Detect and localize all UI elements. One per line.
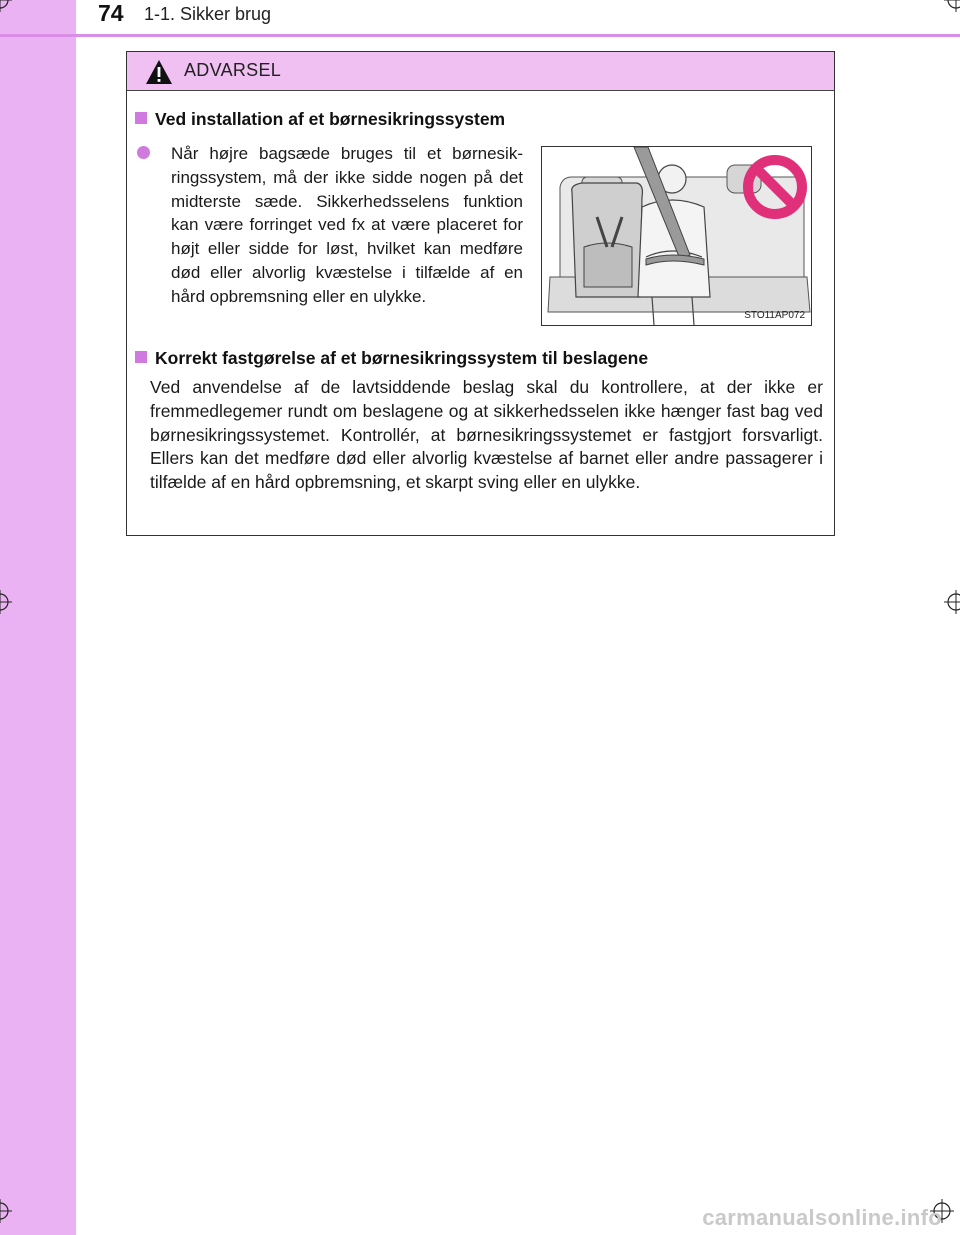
registration-mark-icon bbox=[0, 0, 12, 12]
registration-mark-icon bbox=[0, 1199, 12, 1223]
illustration-code: STO11AP072 bbox=[744, 310, 805, 321]
header-rule bbox=[0, 34, 960, 37]
registration-mark-icon bbox=[0, 590, 12, 614]
side-margin-strip bbox=[0, 0, 76, 1235]
registration-mark-icon bbox=[944, 590, 960, 614]
section-title: 1-1. Sikker brug bbox=[144, 4, 272, 24]
heading-text: Korrekt fastgørelse af et børnesikringssystem til beslagene bbox=[155, 348, 649, 368]
warning-box bbox=[126, 51, 835, 536]
heading-square-icon bbox=[135, 351, 147, 363]
heading-text: Ved installation af et børnesikringssystem bbox=[155, 109, 506, 129]
warning-header bbox=[127, 52, 834, 91]
page-number: 74 bbox=[98, 0, 124, 26]
bullet-dot-icon bbox=[137, 146, 150, 159]
bullet-text: Når højre bagsæde bruges til et børnesik-ringssystem, må der ikke sidde nogen på det midterste sæde. Sikkerhedsselens funktion kan være forringet ved fx at være placeret for højt eller sidde for løst, hvilket kan medføre død eller alvorlig kvæstelse i tilfælde af en hård opbremsning eller en ulykke. bbox=[171, 144, 523, 306]
heading-square-icon bbox=[135, 112, 147, 124]
child-seat-illustration bbox=[541, 146, 812, 326]
warning-label: ADVARSEL bbox=[184, 60, 282, 80]
section-heading-anchors bbox=[135, 348, 648, 369]
watermark: carmanualsonline.info bbox=[702, 1205, 942, 1230]
anchors-paragraph: Ved anvendelse af de lavtsiddende beslag skal du kontrollere, at der ikke er fremmedlegemer rundt om beslagene og at sikkerhedsselen ikke hænger fast bag ved børnesikringssystemet. Kontrollér, at børnesikringssystemet er fastgjort forsvarligt. Ellers kan det medføre død eller alvorlig kvæstelse af barnet eller andre passagerer i tilfælde af en hård opbremsning, et skarpt sving eller en ulykke. bbox=[150, 377, 823, 493]
registration-mark-icon bbox=[944, 0, 960, 12]
section-heading-installation bbox=[135, 109, 505, 130]
warning-triangle-icon bbox=[145, 59, 173, 85]
rear-seat-illustration-icon bbox=[542, 147, 812, 326]
